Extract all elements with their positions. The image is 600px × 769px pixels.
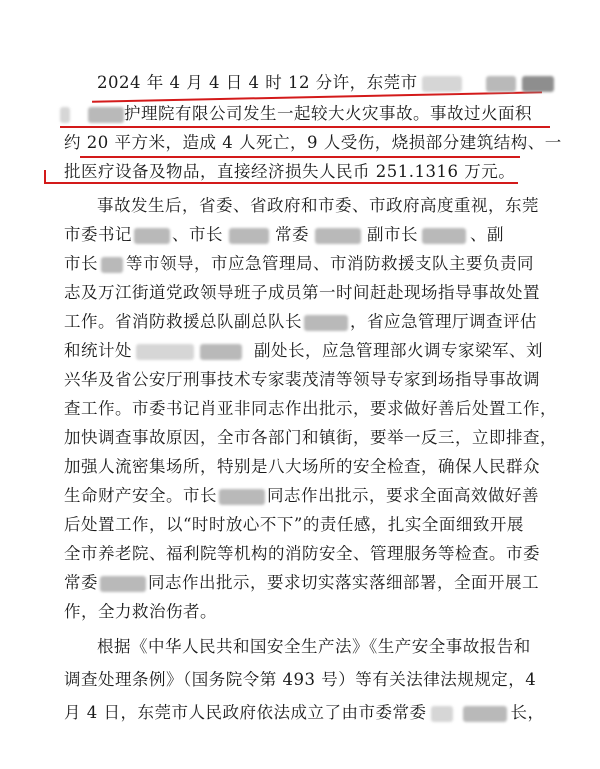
text-segment: 兴华及省公安厅刑事技术专家裴茂清等领导专家到场指导事故调 (64, 370, 540, 389)
redaction-block (88, 107, 124, 123)
text-line (0, 541, 600, 567)
text-segment: 副处长，应急管理部火调专家梁军、刘 (254, 341, 543, 360)
text-segment: 批医疗设备及物品，直接经济损失人民币 251.1316 万元。 (64, 162, 516, 181)
redaction-block (100, 576, 146, 592)
redaction-block (219, 489, 265, 505)
text-segment: 和统计处 (64, 341, 132, 360)
text-line (0, 396, 600, 422)
text-line (0, 280, 600, 306)
text-line (0, 454, 600, 480)
text-segment: 事故发生后，省委、省政府和市委、市政府高度重视，东莞 (97, 196, 539, 215)
text-segment: 志及万江街道党政领导班子成员第一时间赶赴现场指导事故处置 (64, 283, 540, 302)
text-segment: 2024 年 4 月 4 日 4 时 12 分许，东莞市 (97, 73, 418, 92)
text-line (0, 512, 600, 538)
text-line (0, 425, 600, 451)
text-line (0, 667, 600, 693)
text-segment: 长， (510, 703, 545, 722)
text-line (0, 483, 600, 509)
text-segment: 调查处理条例》（国务院令第 493 号）等有关法律法规规定，4 (64, 670, 537, 689)
text-line (0, 251, 600, 277)
text-line (0, 599, 600, 625)
text-line (0, 193, 600, 219)
text-segment: 加强人流密集场所，特别是八大场所的安全检查，确保人民群众 (64, 457, 540, 476)
text-line (0, 338, 600, 364)
redaction-block (229, 228, 269, 244)
text-segment: 查工作。市委书记肖亚非同志作出批示，要求做好善后处置工作， (64, 399, 557, 418)
redaction-block (304, 315, 348, 331)
redaction-block (136, 344, 194, 360)
text-segment: 全市养老院、福利院等机构的消防安全、管理服务等检查。市委 (64, 544, 540, 563)
text-segment: 约 20 平方米，造成 4 人死亡，9 人受伤，烧损部分建筑结构、一 (64, 133, 562, 152)
text-segment: 副市长 (367, 225, 418, 244)
text-segment: 常委 (275, 225, 309, 244)
redaction-block (422, 228, 466, 244)
text-segment: 月 4 日，东莞市人民政府依法成立了由市委常委 (64, 703, 427, 722)
text-segment: 生命财产安全。市长 (64, 486, 217, 505)
redaction-block (522, 76, 554, 92)
text-segment: 同志作出批示，要求全面高效做好善 (267, 486, 539, 505)
text-segment: 加快调查事故原因，全市各部门和镇街，要举一反三，立即排查， (64, 428, 557, 447)
redaction-block (422, 76, 462, 92)
text-line (0, 159, 600, 185)
text-segment: 后处置工作，以“时时放心不下”的责任感，扎实全面细致开展 (64, 515, 524, 534)
text-segment: 同志作出批示，要求切实落实落细部署，全面开展工 (148, 573, 539, 592)
text-segment: 作，全力救治伤者。 (64, 602, 217, 621)
redaction-block (200, 344, 242, 360)
redaction-block (101, 257, 123, 273)
text-segment: 等市领导，市应急管理局、市消防救援支队主要负责同 (126, 254, 534, 273)
text-segment: 常委 (64, 573, 98, 592)
text-segment: ，省应急管理厅调查评估 (350, 312, 537, 331)
text-segment: 、副 (470, 225, 504, 244)
text-segment: 市长 (64, 254, 98, 273)
text-segment: 市委书记 (64, 225, 132, 244)
redaction-block (315, 228, 361, 244)
text-segment: 根据《中华人民共和国安全生产法》《生产安全事故报告和 (97, 637, 531, 656)
redaction-block (134, 228, 170, 244)
text-line (0, 570, 600, 596)
text-line (0, 367, 600, 393)
text-line (0, 70, 600, 96)
redaction-block (60, 107, 70, 123)
text-line (0, 130, 600, 156)
text-segment: 护理院有限公司发生一起较大火灾事故。事故过火面积 (124, 104, 532, 123)
text-line (0, 700, 600, 726)
red-underline-3 (80, 156, 520, 158)
redaction-block (463, 706, 507, 722)
redaction-block (431, 706, 453, 722)
text-segment: 、市长 (172, 225, 223, 244)
text-line (0, 222, 600, 248)
text-line (0, 309, 600, 335)
redaction-block (486, 76, 516, 92)
text-line (0, 101, 600, 127)
text-segment: 工作。省消防救援总队副总队长 (64, 312, 302, 331)
text-line (0, 634, 600, 660)
